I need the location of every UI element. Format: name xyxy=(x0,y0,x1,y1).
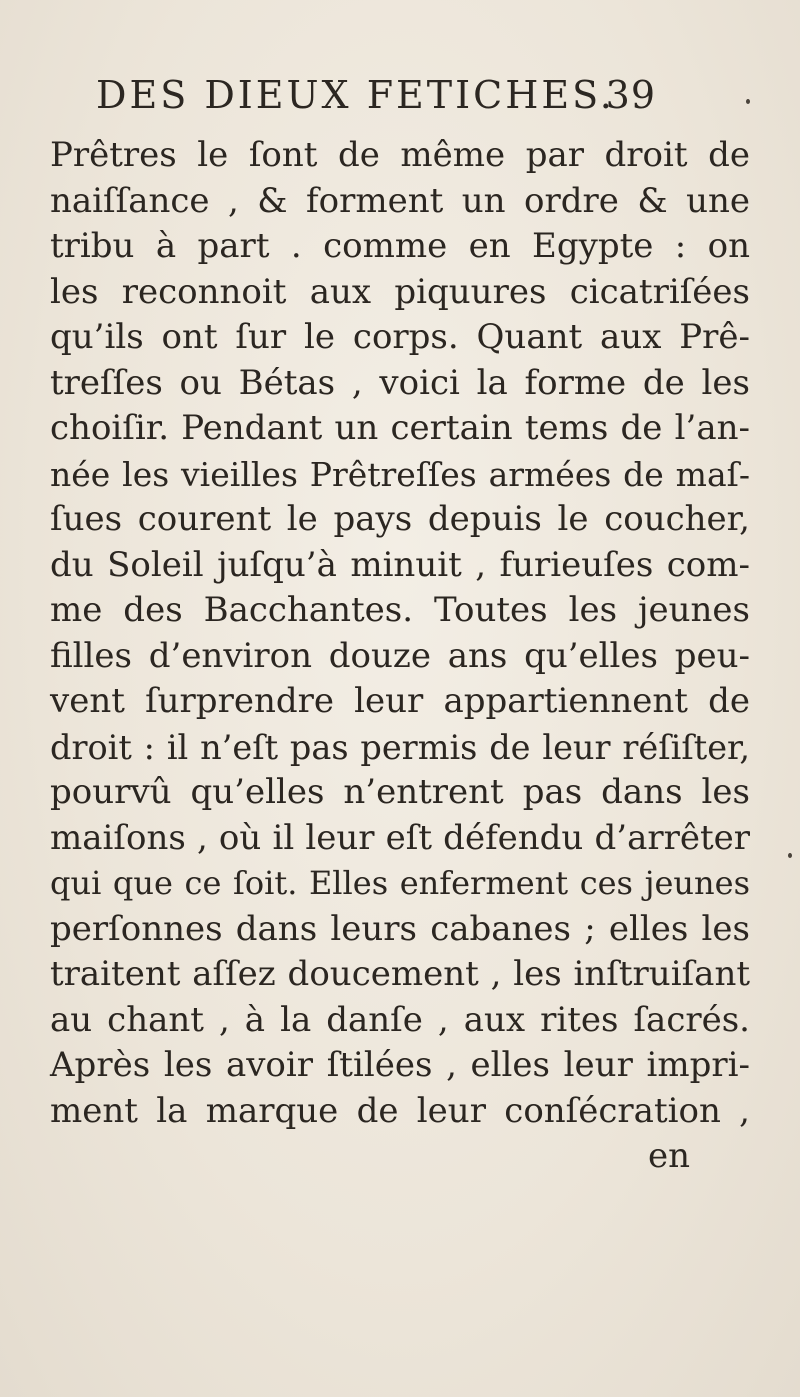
text-line: treſſes ou Bétas , voici la forme de les xyxy=(50,362,750,403)
ink-speck xyxy=(746,99,750,104)
catchword: en xyxy=(647,1136,690,1176)
running-head xyxy=(96,70,656,120)
text-line: qu’ils ont ſur le corps. Quant aux Prê- xyxy=(50,317,750,357)
text-line: du Soleil juſqu’à minuit , furieuſes com- xyxy=(50,544,750,585)
text-line: les reconnoit aux piquures cicatriſées xyxy=(50,271,750,312)
text-line: qui que ce ſoit. Elles enferment ces jeunes xyxy=(50,864,750,902)
text-line: ment la marque de leur conſécration , xyxy=(50,1090,750,1131)
text-line: Après les avoir ſtilées , elles leur impri- xyxy=(50,1045,750,1085)
body-text xyxy=(50,133,750,1180)
text-line: née les vieilles Prêtreſſes armées de maſ- xyxy=(50,454,750,494)
ink-speck xyxy=(788,853,792,858)
text-line: choiſir. Pendant un certain tems de l’an- xyxy=(50,408,750,448)
text-line: naiſſance , & forment un ordre & une xyxy=(50,180,750,221)
text-line: ſues courent le pays depuis le coucher, xyxy=(50,499,750,539)
text-line: me des Bacchantes. Toutes les jeunes xyxy=(50,590,750,630)
text-line: traitent aſſez doucement , les inſtruiſant xyxy=(50,954,750,994)
text-line: vent ſurprendre leur appartiennent de xyxy=(50,681,750,721)
text-line: pourvû qu’elles n’entrent pas dans les xyxy=(50,772,750,812)
text-line: maiſons , où il leur eſt défendu d’arrêter xyxy=(50,817,750,858)
text-line: filles d’environ douze ans qu’elles peu- xyxy=(50,635,750,676)
text-line: tribu à part . comme en Egypte : on xyxy=(50,226,750,266)
running-title: DES DIEUX FETICHES. xyxy=(96,73,615,117)
text-line: au chant , à la danſe , aux rites ſacrés. xyxy=(50,999,750,1040)
text-line: perſonnes dans leurs cabanes ; elles les xyxy=(50,908,750,949)
page-number: 39 xyxy=(605,73,656,117)
text-line: Prêtres le ſont de même par droit de xyxy=(50,135,750,175)
text-line: droit : il n’eſt pas permis de leur réſiſter, xyxy=(50,727,750,767)
